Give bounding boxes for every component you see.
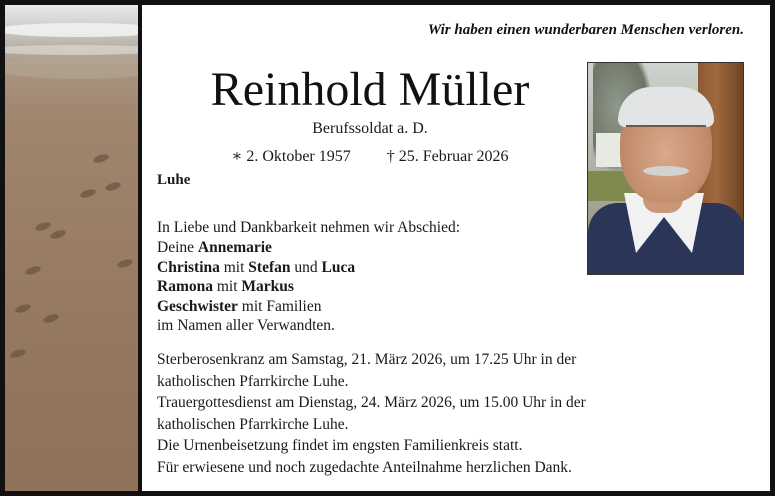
beach-footprints-image	[5, 5, 138, 491]
farewell-line: In Liebe und Dankbarkeit nehmen wir Abschied:	[157, 219, 461, 236]
portrait-photo	[587, 62, 744, 275]
divider-line	[138, 5, 142, 491]
family-line: Ramona mit Markus	[157, 278, 294, 295]
event-line: Die Urnenbeisetzung findet im engsten Familienkreis statt.	[157, 437, 523, 454]
died-symbol: †	[386, 148, 395, 165]
family-line: Deine Annemarie	[157, 239, 272, 256]
family-line: im Namen aller Verwandten.	[157, 317, 335, 334]
residence-place: Luhe	[157, 172, 191, 188]
life-dates	[150, 146, 590, 166]
family-line: Christina mit Stefan und Luca	[157, 258, 356, 276]
event-line: Trauergottesdienst am Dienstag, 24. März 2026, um 15.00 Uhr in der	[157, 394, 586, 411]
death-date: 25. Februar 2026	[398, 148, 509, 165]
event-details	[157, 349, 586, 478]
event-line: katholischen Pfarrkirche Luhe.	[157, 372, 349, 390]
headline-quote: Wir haben einen wunderbaren Menschen verloren.	[427, 22, 744, 38]
family-line: Geschwister mit Familien	[157, 297, 322, 315]
event-line: Sterberosenkranz am Samstag, 21. März 2026, um 17.25 Uhr in der	[157, 351, 577, 368]
birth-date: 2. Oktober 1957	[246, 148, 351, 165]
deceased-profession: Berufssoldat a. D.	[312, 120, 428, 137]
event-line: katholischen Pfarrkirche Luhe.	[157, 415, 349, 433]
family-list	[157, 238, 355, 336]
deceased-name: Reinhold Müller	[210, 63, 530, 116]
event-line: Für erwiesene und noch zugedachte Anteilnahme herzlichen Dank.	[157, 458, 572, 476]
born-symbol: ∗	[231, 148, 243, 165]
